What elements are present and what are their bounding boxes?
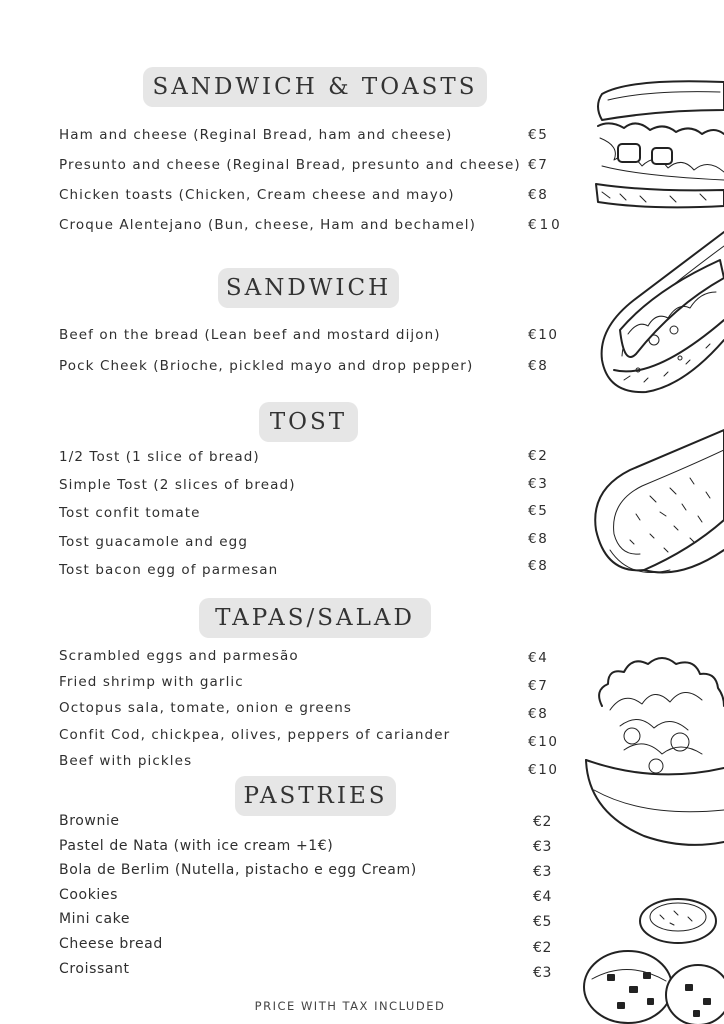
menu-item-name: Cookies [59,887,119,903]
toast-sandwich-illustration [590,430,724,590]
section-title-sandwich: SANDWICH [218,268,399,308]
menu-item-price: €10 [528,734,559,750]
menu-item-price: €4 [533,889,553,905]
menu-item-price: €10 [528,327,559,343]
menu-item-name: Tost bacon egg of parmesan [59,562,279,578]
menu-item-price: €8 [528,706,549,722]
tax-footnote: PRICE WITH TAX INCLUDED [254,999,446,1013]
menu-item-price: €5 [528,127,549,143]
menu-item-name: Simple Tost (2 slices of bread) [59,477,296,493]
menu-item-name: Pock Cheek (Brioche, pickled mayo and drop pepper) [59,358,474,374]
menu-item-price: €8 [528,558,549,574]
menu-item-price: €3 [528,476,549,492]
menu-item-name: Beef with pickles [59,753,193,769]
menu-item-price: €5 [533,914,553,930]
hotdog-sandwich-illustration [594,230,724,400]
menu-item-price: €8 [528,358,549,374]
menu-item-price: €8 [528,531,549,547]
menu-item-price: €2 [528,448,549,464]
menu-item-name: 1/2 Tost (1 slice of bread) [59,449,260,465]
menu-item-price: €3 [533,965,553,981]
menu-item-price: €7 [528,157,549,173]
club-sandwich-illustration [590,76,724,212]
menu-item-name: Mini cake [59,911,131,927]
menu-item-name: Pastel de Nata (with ice cream +1€) [59,838,334,854]
cookies-tart-illustration [578,895,724,1024]
menu-item-name: Fried shrimp with garlic [59,674,244,690]
menu-item-name: Presunto and cheese (Reginal Bread, presunto and cheese) [59,157,521,173]
menu-item-name: Scrambled eggs and parmesão [59,648,299,664]
menu-item-name: Croque Alentejano (Bun, cheese, Ham and bechamel) [59,217,477,233]
menu-item-name: Ham and cheese (Reginal Bread, ham and cheese) [59,127,453,143]
menu-item-name: Tost guacamole and egg [59,534,249,550]
menu-item-price: €3 [533,839,553,855]
menu-item-name: Tost confit tomate [59,505,201,521]
menu-item-price: €8 [528,187,549,203]
menu-item-name: Octopus sala, tomate, onion e greens [59,700,353,716]
menu-item-price: €10 [528,762,559,778]
menu-item-price: €3 [533,864,553,880]
menu-item-price: €2 [533,940,553,956]
menu-item-name: Croissant [59,961,130,977]
menu-item-price: €5 [528,503,549,519]
section-title-tost: TOST [259,402,358,442]
menu-item-name: Cheese bread [59,936,163,952]
section-title-tapas-salad: TAPAS/SALAD [199,598,431,638]
menu-item-price: €7 [528,678,549,694]
menu-item-name: Brownie [59,813,120,829]
section-title-pastries: PASTRIES [235,776,396,816]
menu-item-price: €10 [528,217,563,233]
menu-item-name: Bola de Berlim (Nutella, pistacho e egg Cream) [59,862,417,878]
section-title-sandwich-toasts: SANDWICH & TOASTS [143,67,487,107]
menu-item-price: €2 [533,814,553,830]
menu-item-name: Chicken toasts (Chicken, Cream cheese and mayo) [59,187,455,203]
menu-item-name: Confit Cod, chickpea, olives, peppers of cariander [59,727,451,743]
menu-item-price: €4 [528,650,549,666]
menu-item-name: Beef on the bread (Lean beef and mostard dijon) [59,327,441,343]
salad-bowl-illustration [584,650,724,850]
